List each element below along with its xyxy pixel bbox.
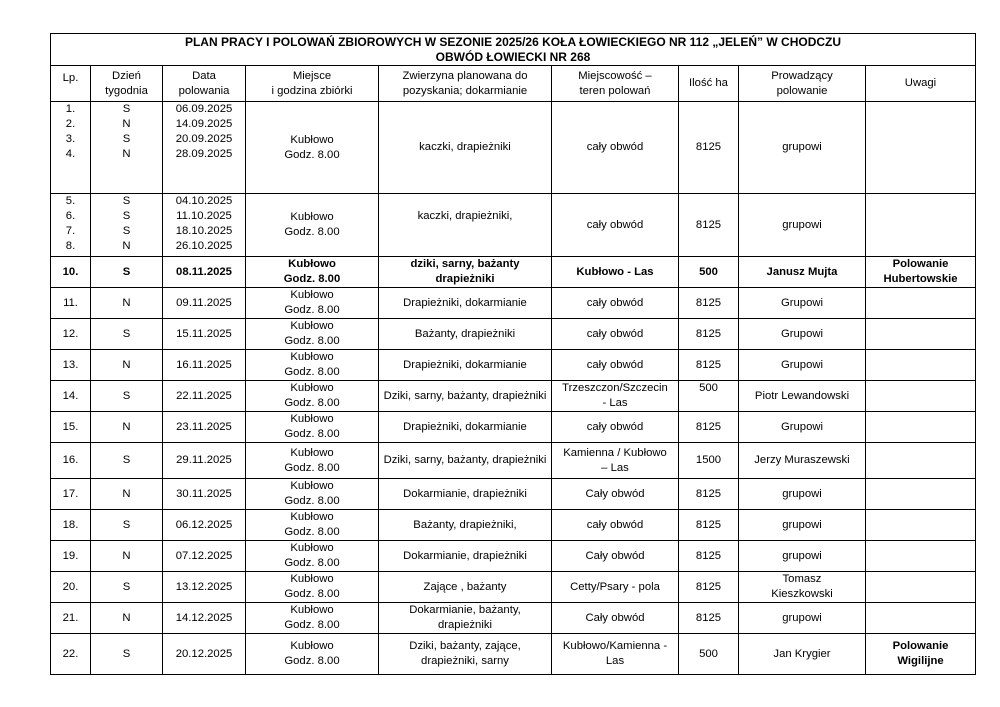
cell-zwierzyna-line: drapieżniki (437, 619, 492, 631)
cell-miejsce: Kubłowo (290, 211, 334, 223)
cell-prowadzacy (739, 257, 866, 288)
group2-zwierzyna-cell: kaczki, drapieżniki, (379, 194, 552, 257)
cell-zwierzyna (379, 603, 552, 634)
cell-uwagi-line: Hubertowskie (883, 273, 958, 285)
cell-godzina: Godz. 8.00 (284, 148, 340, 161)
cell-zwierzyna-line: Drapieżniki, dokarmianie (403, 358, 527, 371)
cell-data: 29.11.2025 (163, 443, 246, 479)
cell-prowadzacy-line: Jan Krygier (773, 647, 831, 660)
header-miejsce (246, 66, 379, 102)
cell-zwierzyna (379, 257, 552, 288)
table-row (51, 603, 976, 634)
table-row (51, 541, 976, 572)
cell-data: 08.11.2025 (163, 257, 246, 288)
group1-dzien-cell (91, 102, 163, 194)
cell-lp: 17. (51, 479, 91, 510)
header-dzien (91, 66, 163, 102)
cell-prowadzacy (739, 412, 866, 443)
cell-miejsce (246, 572, 379, 603)
cell-teren-line: Kamienna / Kubłowo (563, 446, 667, 459)
group1-zwierzyna-cell: kaczki, drapieżniki (379, 102, 552, 194)
group2-data-cell (163, 194, 246, 257)
cell-miejsce-line: Kubłowo (290, 413, 334, 425)
cell-lp: 7. (65, 225, 76, 237)
cell-lp: 20. (51, 572, 91, 603)
cell-zwierzyna (379, 572, 552, 603)
cell-zwierzyna (379, 350, 552, 381)
cell-miejsce-line: Kubłowo (290, 446, 334, 459)
cell-zwierzyna (379, 634, 552, 675)
cell-prowadzacy-line: grupowi (782, 611, 822, 624)
cell-miejsce-line: Godz. 8.00 (283, 273, 341, 285)
cell-zwierzyna-line: Dokarmianie, drapieżniki (403, 487, 527, 500)
cell-uwagi (866, 319, 976, 350)
cell-miejsce-line: Godz. 8.00 (284, 495, 340, 507)
cell-teren (552, 381, 679, 412)
cell-teren-line: – Las (601, 461, 629, 474)
table-row (51, 257, 976, 288)
cell-lp: 22. (51, 634, 91, 675)
cell-teren (552, 443, 679, 479)
cell-zwierzyna (379, 443, 552, 479)
cell-ha: 8125 (679, 288, 739, 319)
header-uwagi: Uwagi (866, 66, 976, 102)
cell-data: 06.12.2025 (163, 510, 246, 541)
cell-zwierzyna-line: Drapieżniki, dokarmianie (403, 296, 527, 309)
cell-ha: 8125 (679, 510, 739, 541)
cell-prowadzacy (739, 479, 866, 510)
cell-dzien: S (91, 443, 163, 479)
cell-prowadzacy (739, 443, 866, 479)
cell-zwierzyna-line: Dziki, sarny, bażanty, drapieżniki (383, 454, 547, 466)
cell-miejsce-line: Kubłowo (290, 640, 334, 652)
cell-prowadzacy-line: Piotr Lewandowski (754, 389, 850, 402)
cell-miejsce-line: Kubłowo (290, 511, 334, 523)
cell-teren-line: cały obwód (586, 327, 644, 340)
group1-teren-cell: cały obwód (552, 102, 679, 194)
cell-teren-line: Kubłowo - Las (576, 265, 654, 278)
cell-miejsce (246, 412, 379, 443)
cell-miejsce-line: Godz. 8.00 (284, 526, 340, 538)
cell-data: 06.09.2025 (175, 103, 233, 115)
cell-lp: 2. (65, 118, 76, 130)
cell-dzien: S (91, 510, 163, 541)
cell-lp: 21. (51, 603, 91, 634)
cell-teren (552, 288, 679, 319)
cell-miejsce (246, 603, 379, 634)
cell-zwierzyna-line: Dziki, bażanty, zające, (409, 640, 521, 652)
cell-prowadzacy (739, 603, 866, 634)
cell-ha: 8125 (679, 603, 739, 634)
cell-prowadzacy-line: grupowi (782, 487, 822, 500)
cell-miejsce-line: Godz. 8.00 (284, 619, 340, 631)
cell-dzien: N (122, 148, 131, 160)
cell-lp: 1. (65, 103, 76, 115)
cell-teren (552, 319, 679, 350)
header-data-line2: polowania (178, 84, 230, 97)
header-data (163, 66, 246, 102)
cell-miejsce (246, 510, 379, 541)
cell-miejsce (246, 288, 379, 319)
cell-lp: 13. (51, 350, 91, 381)
cell-dzien: S (91, 572, 163, 603)
cell-data: 15.11.2025 (163, 319, 246, 350)
cell-data: 22.11.2025 (163, 381, 246, 412)
cell-ha: 500 (679, 381, 739, 412)
cell-uwagi-line: Polowanie (892, 640, 949, 652)
table-row (51, 350, 976, 381)
cell-ha: 8125 (679, 572, 739, 603)
group2-prowadzacy-cell: grupowi (739, 194, 866, 257)
cell-lp: 12. (51, 319, 91, 350)
cell-zwierzyna-line: Dokarmianie, drapieżniki (403, 549, 527, 562)
cell-miejsce-line: Kubłowo (290, 351, 334, 363)
group1-ha-cell: 8125 (679, 102, 739, 194)
cell-ha: 8125 (679, 319, 739, 350)
cell-uwagi-line: Wigilijne (897, 655, 944, 667)
cell-miejsce (246, 257, 379, 288)
cell-lp: 11. (51, 288, 91, 319)
header-miejsce-line1: Miejsce (292, 69, 332, 82)
cell-miejsce-line: Godz. 8.00 (284, 397, 340, 409)
cell-ha: 500 (679, 257, 739, 288)
cell-dzien: S (122, 195, 131, 207)
cell-zwierzyna-line: Bażanty, drapieżniki, (413, 518, 517, 531)
cell-miejsce-line: Godz. 8.00 (284, 335, 340, 347)
cell-miejsce (246, 319, 379, 350)
cell-miejsce-line: Kubłowo (290, 604, 334, 616)
cell-zwierzyna-line: Drapieżniki, dokarmianie (403, 420, 527, 433)
cell-ha: 8125 (679, 541, 739, 572)
group2-ha-cell: 8125 (679, 194, 739, 257)
cell-lp: 19. (51, 541, 91, 572)
cell-prowadzacy (739, 288, 866, 319)
title-line-1: PLAN PRACY I POLOWAŃ ZBIOROWYCH W SEZONIE 2025/26 KOŁA ŁOWIECKIEGO NR 112 „JELEŃ” W CHODCZU (184, 35, 842, 49)
cell-lp: 5. (65, 195, 76, 207)
cell-lp: 18. (51, 510, 91, 541)
cell-miejsce-line: Godz. 8.00 (284, 557, 340, 569)
cell-miejsce-line: Kubłowo (290, 542, 334, 554)
group1-prowadzacy-cell: grupowi (739, 102, 866, 194)
cell-prowadzacy (739, 319, 866, 350)
cell-prowadzacy (739, 381, 866, 412)
group2-lp-cell (51, 194, 91, 257)
cell-miejsce-line: Kubłowo (290, 320, 334, 332)
cell-teren (552, 479, 679, 510)
cell-miejsce-line: Godz. 8.00 (284, 588, 340, 600)
cell-data: 28.09.2025 (175, 148, 233, 160)
cell-uwagi (866, 603, 976, 634)
cell-dzien: N (122, 240, 131, 252)
cell-prowadzacy-line: Janusz Mujta (766, 265, 838, 278)
hunting-plan-table (50, 33, 976, 675)
cell-ha: 8125 (679, 412, 739, 443)
cell-teren-line: cały obwód (586, 420, 644, 433)
cell-dzien: N (91, 412, 163, 443)
cell-uwagi-line: Polowanie (892, 258, 949, 270)
cell-prowadzacy-line: Kieszkowski (771, 588, 833, 600)
header-miejscowosc (552, 66, 679, 102)
cell-data: 04.10.2025 (175, 195, 233, 207)
cell-miejsce (246, 541, 379, 572)
document-title (51, 34, 976, 66)
cell-prowadzacy (739, 572, 866, 603)
cell-prowadzacy-line: grupowi (782, 549, 822, 562)
header-zwierzyna-line2: pozyskania; dokarmianie (402, 84, 528, 97)
cell-uwagi (866, 412, 976, 443)
header-zwierzyna-line1: Zwierzyna planowana do (402, 69, 528, 82)
cell-zwierzyna (379, 381, 552, 412)
cell-zwierzyna (379, 479, 552, 510)
header-dzien-line2: tygodnia (105, 84, 148, 97)
cell-ha: 8125 (679, 350, 739, 381)
cell-miejsce-line: Godz. 8.00 (284, 461, 340, 474)
cell-miejsce-line: Godz. 8.00 (284, 304, 340, 316)
group1-uwagi-cell (866, 102, 976, 194)
table-row (51, 443, 976, 479)
cell-prowadzacy-line: Grupowi (780, 296, 824, 309)
cell-dzien: S (91, 257, 163, 288)
cell-teren-line: Las (605, 655, 625, 667)
header-dzien-line1: Dzień (112, 69, 141, 82)
cell-zwierzyna-line: Dziki, sarny, bażanty, drapieżniki (383, 389, 547, 402)
cell-teren (552, 350, 679, 381)
cell-data: 20.12.2025 (163, 634, 246, 675)
cell-zwierzyna (379, 541, 552, 572)
cell-teren (552, 634, 679, 675)
header-ilosc-ha: Ilość ha (679, 66, 739, 102)
group1-miejsce-cell (246, 102, 379, 194)
cell-lp: 6. (65, 210, 76, 222)
cell-miejsce (246, 443, 379, 479)
cell-miejsce (246, 634, 379, 675)
cell-zwierzyna-line: drapieżniki (435, 273, 495, 285)
cell-lp: 3. (65, 133, 76, 145)
cell-lp: 10. (51, 257, 91, 288)
cell-uwagi (866, 510, 976, 541)
cell-zwierzyna (379, 319, 552, 350)
cell-prowadzacy-line: Tomasz (782, 573, 822, 585)
cell-ha: 1500 (679, 443, 739, 479)
cell-prowadzacy-line: Jerzy Muraszewski (754, 454, 850, 466)
header-lp: Lp. (51, 66, 91, 102)
group1-data-cell (163, 102, 246, 194)
table-row (51, 479, 976, 510)
cell-prowadzacy-line: Grupowi (780, 358, 824, 371)
table-row (51, 510, 976, 541)
cell-teren-line: Kubłowo/Kamienna - (562, 640, 668, 652)
cell-uwagi (866, 381, 976, 412)
header-miejscowosc-line1: Miejscowość – (578, 69, 652, 82)
header-miejscowosc-line2: teren polowań (579, 84, 651, 97)
group2-miejsce-cell (246, 194, 379, 257)
cell-miejsce (246, 381, 379, 412)
cell-miejsce-line: Godz. 8.00 (284, 428, 340, 440)
cell-dzien: N (91, 350, 163, 381)
cell-dzien: S (122, 210, 131, 222)
cell-miejsce-line: Godz. 8.00 (284, 366, 340, 378)
cell-prowadzacy (739, 510, 866, 541)
cell-dzien: N (122, 118, 131, 130)
cell-miejsce (246, 350, 379, 381)
cell-data: 09.11.2025 (163, 288, 246, 319)
cell-teren-line: Cetty/Psary - pola (570, 580, 660, 593)
header-data-line1: Data (192, 69, 216, 82)
cell-miejsce-line: Kubłowo (290, 480, 334, 492)
table-row (51, 319, 976, 350)
cell-data: 14.12.2025 (163, 603, 246, 634)
cell-zwierzyna (379, 510, 552, 541)
cell-uwagi (866, 541, 976, 572)
cell-dzien: S (91, 634, 163, 675)
cell-lp: 14. (51, 381, 91, 412)
cell-miejsce-line: Kubłowo (288, 258, 336, 270)
cell-data: 16.11.2025 (163, 350, 246, 381)
header-prowadzacy (739, 66, 866, 102)
cell-miejsce-line: Godz. 8.00 (284, 655, 340, 667)
cell-dzien: S (122, 133, 131, 145)
cell-data: 20.09.2025 (175, 133, 233, 145)
cell-ha: 500 (679, 634, 739, 675)
cell-dzien: N (91, 479, 163, 510)
cell-teren (552, 603, 679, 634)
table-row (51, 288, 976, 319)
cell-godzina: Godz. 8.00 (284, 226, 340, 238)
cell-uwagi (866, 350, 976, 381)
header-miejsce-line2: i godzina zbiórki (271, 84, 353, 97)
group1-lp-cell (51, 102, 91, 194)
title-line-2: OBWÓD ŁOWIECKI NR 268 (435, 50, 591, 64)
cell-dzien: S (122, 225, 131, 237)
cell-miejsce-line: Kubłowo (290, 382, 334, 394)
cell-zwierzyna-line: Dokarmianie, bażanty, (409, 604, 521, 616)
cell-data: 14.09.2025 (175, 118, 233, 130)
cell-zwierzyna (379, 412, 552, 443)
table-row (51, 381, 976, 412)
cell-data: 23.11.2025 (163, 412, 246, 443)
cell-zwierzyna-line: Bażanty, drapieżniki (414, 327, 516, 340)
cell-lp: 4. (65, 148, 76, 160)
cell-teren (552, 572, 679, 603)
cell-uwagi (866, 288, 976, 319)
cell-uwagi (866, 634, 976, 675)
cell-uwagi (866, 443, 976, 479)
header-zwierzyna (379, 66, 552, 102)
cell-prowadzacy (739, 541, 866, 572)
cell-teren-line: Trzeszczon/Szczecin (562, 382, 668, 394)
table-row (51, 572, 976, 603)
cell-teren-line: cały obwód (586, 358, 644, 371)
cell-teren-line: - Las (602, 397, 628, 409)
cell-teren (552, 257, 679, 288)
cell-teren-line: Cały obwód (585, 549, 645, 562)
cell-teren-line: cały obwód (586, 296, 644, 309)
cell-dzien: S (122, 103, 131, 115)
cell-data: 11.10.2025 (176, 210, 232, 222)
table-row-group-2 (51, 194, 976, 257)
table-row (51, 634, 976, 675)
cell-lp: 15. (51, 412, 91, 443)
group2-uwagi-cell (866, 194, 976, 257)
group2-dzien-cell (91, 194, 163, 257)
cell-miejsce (246, 479, 379, 510)
cell-teren-line: cały obwód (586, 518, 644, 531)
header-row (51, 66, 976, 102)
cell-data: 30.11.2025 (163, 479, 246, 510)
cell-miejsce-line: Kubłowo (290, 573, 334, 585)
cell-teren-line: Cały obwód (585, 487, 645, 500)
cell-prowadzacy-line: grupowi (782, 518, 822, 531)
table-row (51, 412, 976, 443)
cell-lp: 8. (65, 240, 76, 252)
cell-dzien: N (91, 541, 163, 572)
cell-zwierzyna-line: drapieżniki, sarny (421, 655, 509, 667)
cell-miejsce: Kubłowo (290, 133, 334, 146)
cell-data: 07.12.2025 (163, 541, 246, 572)
cell-data: 26.10.2025 (175, 240, 233, 252)
cell-teren (552, 541, 679, 572)
cell-zwierzyna (379, 288, 552, 319)
cell-lp: 16. (51, 443, 91, 479)
cell-prowadzacy (739, 634, 866, 675)
cell-prowadzacy (739, 350, 866, 381)
header-prowadzacy-line2: polowanie (776, 84, 828, 97)
cell-prowadzacy-line: Grupowi (780, 327, 824, 340)
cell-data: 13.12.2025 (163, 572, 246, 603)
cell-dzien: N (91, 288, 163, 319)
cell-prowadzacy-line: Grupowi (780, 420, 824, 433)
cell-teren (552, 412, 679, 443)
cell-zwierzyna-line: Zające , bażanty (423, 580, 507, 593)
cell-dzien: N (91, 603, 163, 634)
cell-uwagi (866, 257, 976, 288)
cell-teren (552, 510, 679, 541)
header-prowadzacy-line1: Prowadzący (771, 69, 833, 82)
cell-miejsce-line: Kubłowo (290, 289, 334, 301)
cell-data: 18.10.2025 (175, 225, 233, 237)
cell-teren-line: Cały obwód (585, 611, 645, 624)
cell-dzien: S (91, 319, 163, 350)
table-row-group-1 (51, 102, 976, 194)
cell-uwagi (866, 572, 976, 603)
cell-zwierzyna-line: dziki, sarny, bażanty (410, 258, 520, 270)
cell-uwagi (866, 479, 976, 510)
cell-dzien: S (91, 381, 163, 412)
cell-ha: 8125 (679, 479, 739, 510)
group2-teren-cell: cały obwód (552, 194, 679, 257)
